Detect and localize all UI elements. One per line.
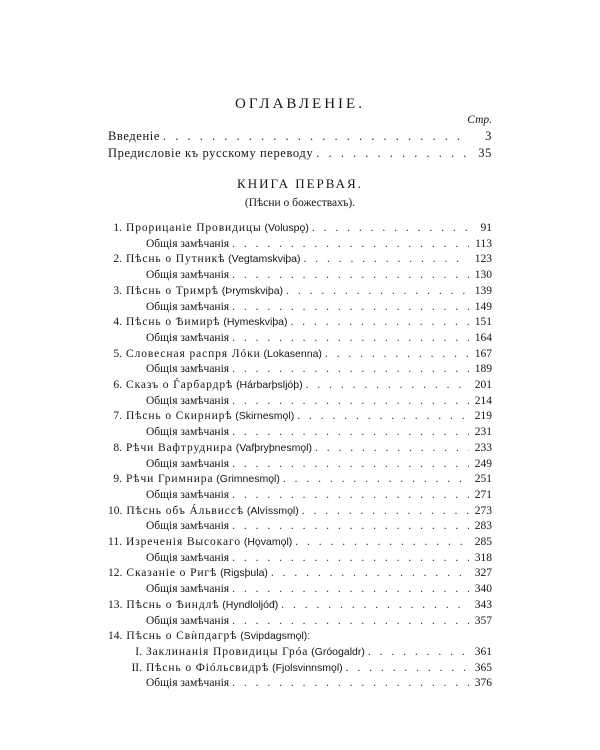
entry-number: 4.	[113, 316, 122, 329]
toc-notes-label	[146, 458, 229, 470]
page-number: 251	[474, 473, 492, 486]
leader-dots	[306, 379, 469, 391]
toc-intro-page: 3	[485, 129, 492, 143]
toc-entry	[108, 567, 492, 583]
page-column-label: Стр.	[467, 114, 492, 126]
page-number: 271	[474, 488, 492, 501]
page-number: 233	[474, 441, 492, 454]
toc-entry-title: Сказаніе о Ригѣ	[126, 567, 218, 580]
toc-notes-label	[146, 583, 229, 595]
entry-number: 10.	[108, 504, 123, 517]
toc-notes-title: Общія замѣчанія	[146, 677, 230, 690]
toc-entry-label	[108, 222, 309, 234]
leader-dots	[232, 489, 469, 501]
leader-dots	[302, 505, 469, 517]
toc-entry-label	[108, 630, 310, 642]
page-number: 189	[474, 363, 492, 376]
toc-entry	[108, 253, 492, 269]
toc-notes-title: Общія замѣчанія	[146, 394, 230, 407]
toc-notes	[146, 395, 492, 411]
entry-number: 7.	[113, 410, 122, 423]
toc-intro-label: Предисловіе къ русскому переводу	[108, 146, 314, 160]
toc-entry	[108, 473, 492, 489]
toc-subentry-label	[128, 646, 365, 658]
leader-dots	[316, 146, 469, 161]
leader-dots	[315, 442, 469, 454]
page-title: ОГЛАВЛЕНІЕ.	[235, 96, 365, 112]
entry-latin-title: (Hymeskviþa)	[223, 316, 288, 329]
toc-subentry-title: Пѣснь о Фióльсвидрѣ	[146, 661, 270, 674]
toc-notes-title: Общія замѣчанія	[146, 426, 230, 439]
leader-dots	[346, 662, 469, 674]
toc-notes	[146, 552, 492, 568]
entry-number: 2.	[113, 253, 122, 266]
entry-latin-title: (Lokasenna)	[263, 347, 322, 360]
entry-latin-title: (Alvíssmǫl)	[246, 504, 299, 517]
leader-dots	[232, 301, 469, 313]
entry-latin-title: (Voluspǫ)	[264, 222, 309, 234]
toc-notes-label	[146, 363, 229, 375]
toc-entry-label	[108, 379, 303, 391]
entry-latin-title: (Svipdagsmǫl):	[240, 630, 311, 643]
toc-subentry	[128, 662, 492, 678]
toc-entry-label	[108, 285, 283, 297]
page-number: 139	[474, 284, 492, 297]
toc-notes	[146, 520, 492, 536]
leader-dots	[368, 646, 469, 658]
toc-subentry-title: Заклинанія Провидицы Грóа	[146, 645, 309, 658]
toc-notes	[146, 238, 492, 254]
toc-notes-label	[146, 489, 229, 501]
entry-number: 6.	[113, 379, 122, 391]
book-heading: КНИГА ПЕРВАЯ.	[237, 176, 363, 191]
toc-entry-title: Пѣснь о Свѝпдагрѣ	[126, 630, 238, 643]
toc-entry	[108, 536, 492, 552]
entry-latin-title: (Þrymskviþa)	[221, 284, 284, 297]
toc-notes	[146, 426, 492, 442]
entry-latin-title: (Grimnesmǫl)	[216, 473, 280, 486]
page-number: 113	[475, 237, 492, 250]
leader-dots	[295, 536, 469, 548]
toc-notes-label	[146, 238, 229, 250]
toc-entry-label	[108, 348, 322, 360]
entry-number: 13.	[108, 598, 123, 611]
toc-notes	[146, 301, 492, 317]
toc-notes-title: Общія замѣчанія	[146, 237, 230, 250]
toc-entry-title: Пѣснь о Скирнирѣ	[126, 410, 233, 423]
toc-entry-title: Изреченія Высокаго	[126, 536, 241, 548]
toc-notes	[146, 458, 492, 474]
toc-entry	[108, 348, 492, 364]
entry-number: 5.	[113, 347, 122, 360]
toc-notes-label	[146, 332, 229, 344]
toc-subentry-label	[128, 662, 343, 674]
page-number: 167	[474, 347, 492, 360]
toc-entry-label	[108, 316, 288, 328]
entry-number: 3.	[113, 284, 122, 297]
toc-entry-title: Рѣчи Вафтруднира	[126, 441, 233, 454]
toc-intro-label: Введеніе	[108, 129, 160, 143]
page-number: 214	[474, 394, 492, 407]
toc-notes	[146, 363, 492, 379]
page-number: 91	[480, 222, 492, 234]
leader-dots	[232, 677, 469, 689]
toc-subentry	[128, 646, 492, 662]
entry-latin-title: (Vegtamskviþa)	[228, 253, 301, 266]
toc-notes	[146, 269, 492, 285]
leader-dots	[163, 129, 469, 144]
toc-notes-label	[146, 552, 229, 564]
leader-dots	[232, 332, 469, 344]
leader-dots	[232, 552, 469, 564]
leader-dots	[232, 458, 469, 470]
leader-dots	[232, 583, 469, 595]
page-number: 130	[474, 269, 492, 282]
toc-notes-label	[146, 269, 229, 281]
entry-number: 12.	[108, 567, 123, 580]
entry-number: I.	[135, 645, 142, 658]
entry-latin-title: (Hárbarþsljóþ)	[236, 379, 303, 391]
entry-latin-title: (Vafþrуþnesmǫl)	[235, 441, 313, 454]
toc-notes-title: Общія замѣчанія	[146, 300, 230, 313]
entry-number: 14.	[108, 630, 123, 643]
entry-number: 8.	[113, 441, 122, 454]
leader-dots	[297, 410, 469, 422]
page-number: 376	[474, 677, 492, 690]
toc-entry	[108, 442, 492, 458]
page-number: 285	[474, 536, 492, 548]
leader-dots	[232, 238, 469, 250]
page-number: 231	[474, 426, 492, 439]
page-number: 273	[474, 504, 492, 517]
leader-dots	[232, 363, 469, 375]
toc-notes-label	[146, 677, 229, 689]
toc-notes-title: Общія замѣчанія	[146, 331, 230, 344]
page-number: 249	[474, 457, 492, 470]
page-number: 343	[474, 598, 492, 611]
toc-entry	[108, 505, 492, 521]
entry-number: 9.	[113, 473, 122, 486]
toc-notes-title: Общія замѣчанія	[146, 614, 230, 627]
leader-dots	[291, 316, 469, 328]
toc-entry	[108, 599, 492, 615]
leader-dots	[271, 567, 469, 579]
toc-notes-title: Общія замѣчанія	[146, 583, 230, 596]
leader-dots	[286, 285, 469, 297]
entry-latin-title: (Fjolsvinnsmǫl)	[272, 661, 343, 674]
toc-notes-title: Общія замѣчанія	[146, 269, 230, 282]
toc-notes	[146, 677, 492, 693]
leader-dots	[232, 615, 469, 627]
toc-intro-row	[108, 146, 492, 162]
toc-notes	[146, 583, 492, 599]
entry-number: 1.	[113, 222, 122, 234]
toc-entry-label	[108, 505, 299, 517]
toc-entry-title: Рѣчи Гримнира	[126, 473, 214, 486]
toc-entry-label	[108, 253, 301, 265]
toc-entry-label	[108, 442, 312, 454]
toc-entry-label	[108, 567, 268, 579]
toc-entry-title: Сказъ о Ѓарбардрѣ	[126, 379, 234, 391]
leader-dots	[312, 222, 469, 234]
leader-dots	[281, 599, 469, 611]
page-number: 318	[474, 551, 492, 564]
toc-entry-title: Пѣснь объ Áльвиссѣ	[126, 504, 244, 517]
page-number: 361	[474, 645, 492, 658]
entry-latin-title: (Gróogaldr)	[311, 645, 365, 658]
toc-entry-title: Пѣснь о Тримрѣ	[126, 284, 219, 297]
toc-notes-label	[146, 395, 229, 407]
leader-dots	[232, 520, 469, 532]
toc-notes-label	[146, 426, 229, 438]
page-number: 327	[474, 567, 492, 580]
toc-notes-label	[146, 520, 229, 532]
leader-dots	[232, 395, 469, 407]
toc-notes-title: Общія замѣчанія	[146, 488, 230, 501]
toc-entry	[108, 222, 492, 238]
toc-entry	[108, 410, 492, 426]
toc-entry-label	[108, 536, 292, 548]
toc-notes-title: Общія замѣчанія	[146, 551, 230, 564]
page-number: 283	[474, 520, 492, 533]
entry-number: 11.	[108, 536, 122, 548]
toc-entry-title: Прорицаніе Провидицы	[126, 222, 262, 234]
toc-intro-page: 35	[478, 146, 492, 160]
leader-dots	[232, 269, 469, 281]
toc-notes-label	[146, 615, 229, 627]
toc-entry	[108, 316, 492, 332]
toc-notes	[146, 489, 492, 505]
page-number: 201	[474, 379, 492, 391]
entry-latin-title: (Hǫvamǫl)	[243, 536, 293, 548]
page-number: 357	[474, 614, 492, 627]
toc-entry-title: Пѣснь о Ѣимирѣ	[126, 316, 221, 329]
toc-entry	[108, 630, 492, 646]
toc-notes-title: Общія замѣчанія	[146, 363, 230, 376]
entry-latin-title: (Hyndlolјóđ)	[222, 598, 279, 611]
toc-notes	[146, 615, 492, 631]
toc-entry	[108, 379, 492, 395]
toc-entry-label	[108, 410, 294, 422]
toc-entry-label	[108, 473, 280, 485]
entry-latin-title: (Skirnesmǫl)	[235, 410, 295, 423]
page-number: 123	[474, 253, 492, 266]
entry-latin-title: (Rigsþula)	[220, 567, 268, 580]
leader-dots	[232, 426, 469, 438]
toc-notes	[146, 332, 492, 348]
toc-notes-title: Общія замѣчанія	[146, 457, 230, 470]
toc-intro-row	[108, 129, 492, 145]
toc-notes-title: Общія замѣчанія	[146, 520, 230, 533]
page-number: 164	[474, 331, 492, 344]
toc-entry-label	[108, 599, 278, 611]
book-subheading: (Пѣсни о божествахъ).	[244, 197, 356, 209]
page-number: 340	[474, 583, 492, 596]
page-number: 365	[474, 661, 492, 674]
toc-entry	[108, 285, 492, 301]
leader-dots	[283, 473, 469, 485]
toc-notes-label	[146, 301, 229, 313]
toc-entry-title: Пѣснь о Ѣиндлѣ	[126, 598, 220, 611]
toc-entry-title: Пѣснь о Путникѣ	[126, 253, 226, 266]
page-number: 151	[474, 316, 492, 329]
leader-dots	[304, 253, 469, 265]
entry-number: II.	[131, 661, 142, 674]
page-number: 149	[474, 300, 492, 313]
page-number: 219	[474, 410, 492, 423]
leader-dots	[325, 348, 469, 360]
toc-entry-title: Словесная распря Лóки	[126, 347, 261, 360]
